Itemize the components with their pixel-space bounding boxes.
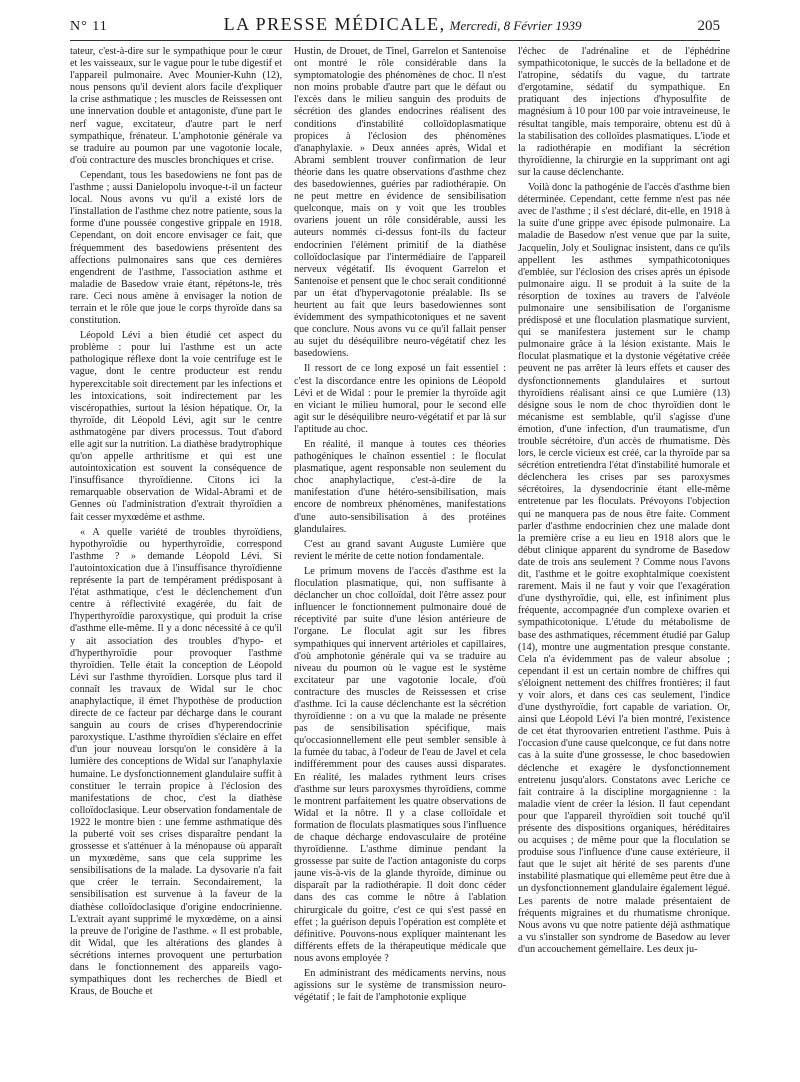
paragraph: En réalité, il manque à toutes ces théories pathogéniques le chaînon essentiel : le floculat plasmatique, agent responsable non seulement du choc anaphylactique, c'est-à-dire de la manifestation d'une hétéro-sensibilisation, mais encore de nombreux phénomènes, manifestations d'une auto-sensibilisation à des protéines glandulaires. [294, 439, 506, 535]
page-number: 205 [697, 18, 720, 34]
issue-date: Mercredi, 8 Février 1939 [449, 18, 582, 33]
paragraph: l'échec de l'adrénaline et de l'éphédrine sympathicotonique, le succès de la belladone et de l'atropine, sédatifs du vague, du tartrate d'ergotamine, sédatif du sympathique. En pratiquant des injections d'hyposulfite de magnésium à 10 pour 100 par voie intraveineuse, le résultat tangible, mais temporaire, obtenu est dû à la stabilisation des colloïdes plasmatiques. L'iode et la radiothérapie en modifiant la sécrétion thyroïdienne, la chirurgie en la supprimant ont agi sur la cause déclenchante. [518, 46, 730, 178]
paragraph: Il ressort de ce long exposé un fait essentiel : c'est la discordance entre les opinions de Léopold Lévi et de Widal : pour le premier la thyroïde agit en viciant le milieu humoral, pour le second elle agit sur le déséquilibre neuro-végétatif et par là sur l'aptitude au choc. [294, 363, 506, 435]
paragraph: Le primum movens de l'accès d'asthme est la floculation plasmatique, qui, non suffisante à déclancher un choc colloïdal, doit l'être assez pour influencer le fonctionnement pulmonaire doué de réceptivité par suite d'une lésion antérieure de l'organe. Le floculat agit sur les fibres sympathiques qui innervent artérioles et capillaires, d'où amphotonie générale qui va se traduire au niveau du poumon où le vague est le système excitateur par une vagotonie locale, d'où contracture des muscles de Reissessen et crise d'asthme. Ici la cause déclenchante est la sécrétion thyroïdienne : on a vu que la malade ne présente pas de sensibilisation spécifique, mais qu'occasionnellement elle peut sembler sensible à la fumée du tabac, à l'odeur de l'eau de Javel et cela indifféremment pour des causes aussi disparates. En réalité, les malades rythment leurs crises d'asthme sur leurs paroxysmes thyroïdiens, comme le montrent parfaitement les quatre observations de Widal et la nôtre. Il y a clase colloïdale et formation de floculats plasmatiques sous l'influence de chaque décharge endovasculaire de protéine thyroïdienne. L'asthme diminue pendant la grossesse par suite de l'action antagoniste du corps jaune vis-à-vis de la glande thyroïde, diminue ou disparaît par la radiothérapie. Il doit donc céder dans des cas comme le nôtre à l'ablation chirurgicale du goitre, c'est ce qui s'est passé en effet ; la guérison depuis l'opération est complète et définitive. Pouvons-nous expliquer maintenant les différents effets de la thérapeutique médicale que nous avons employée ? [294, 565, 506, 964]
paragraph: « A quelle variété de troubles thyroïdiens, hypothyroïdie ou hyperthyroïdie, correspond l'asthme ? » demande Léopold Lévi. Si l'autointoxication due à l'insuffisance thyroïdienne représente la part de tempérament prédisposant à l'état asthmatique, c'est le déclenchement d'un centre à réflectivité exagérée, du fait de l'hyperthyroïdie paroxystique, qui produit la crise d'asthme elle-même. Il y a donc nécessité à ce qu'il y ait association des troubles d'hypo- et d'hyperthyroïdie pour provoquer l'asthme thyroïdien. Telle était la conception de Léopold Lévi sur l'asthme thyroïdien. Lorsque plus tard il connaît les travaux de Widal sur le choc anaphylactique, il émet l'hypothèse de production directe de ce facteur par décharge dans le courant sanguin au cours de crises d'hyperendocrinie paroxystique. L'asthme thyroïdien s'éclaire en effet d'un jour nouveau lorsqu'on le considère à la lumière des conceptions de Widal sur l'anaphylaxie humaine. Le dysfonctionnement glandulaire suffit à constituer le terrain propice à l'éclosion des manifestations de choc, c'est la diathèse colloïdoclasique. Leur observation fondamentale de 1922 le montre bien : une femme asthmatique dès la puberté voit ses crises disparaître pendant la grossesse et s'atténuer à la ménopause où apparaît un myxœdème, sans que cela supprime les sensibilisations de la malade. La dysovarie n'a fait que créer le terrain. Secondairement, la sensibilisation est survenue à la faveur de la diathèse colloïdoclasique d'origine endocrinienne. L'extrait ayant supprimé le myxœdème, on a ainsi la preuve de l'origine de l'asthme. « Il est probable, dit Widal, que les altérations des glandes à sécrétions internes provoquent une perturbation dans le fonctionnement des appareils vago-sympathiques dont les recherches de Biedl et Kraus, de Bouche et [70, 526, 282, 998]
column-3 [518, 46, 730, 1072]
paragraph: C'est au grand savant Auguste Lumière que revient le mérite de cette notion fondamentale. [294, 538, 506, 562]
paragraph: Cependant, tous les basedowiens ne font pas de l'asthme ; aussi Danielopolu invoque-t-il un facteur local. Nous avons vu qu'il a existé lors de l'installation de l'asthme chez notre patiente, sous la forme d'une poussée congestive grippale en 1918. Cependant, on doit encore envisager ce fait, que fréquemment des basedowiens présentent des affections pulmonaires sans que ces dernières engendrent de l'asthme, l'association asthme et maladie de Basedow vraie étant, répétons-le, très rare. Ceci nous amène à envisager la notion de terrain et le rôle que joue le corps thyroïde dans sa constitution. [70, 169, 282, 327]
column-1 [70, 46, 282, 1072]
paragraph: En administrant des médicaments nervins, nous agissions sur le système de transmission neuro-végétatif ; le fait de l'amphotonie explique [294, 968, 506, 1004]
issue-number: N° 11 [70, 19, 108, 34]
masthead [224, 14, 582, 35]
article-columns [70, 46, 730, 1072]
column-2 [294, 46, 506, 1072]
paragraph: Voilà donc la pathogénie de l'accès d'asthme bien déterminée. Cependant, cette femme n'est pas née avec de l'asthme ; il s'est déclaré, dit-elle, en 1918 à la suite d'une grippe avec épisode pulmonaire. La maladie de Basedow n'est venue que par la suite, Jacquelin, Joly et Soulignac insistent, dans ce qu'ils appellent les asthmes sympathicotoniques d'emblée, sur l'éclosion des crises après un épisode pulmonaire aigu. Il se produit à la suite de la résorption de toxines au travers de l'alvéole pulmonaire une sensibilisation de l'organisme prédisposé et une floculation plasmatique survient, qui se manifestera justement sur le champ pulmonaire grâce à la lésion existante. Mais le floculat plasmatique et la dystonie végétative créée peuvent ne pas arrêter là leurs effets et causer des dysfonctionnements glandulaires et surtout thyroïdiens réalisant ainsi ce que Lumière (13) désigne sous le nom de choc thyroïdien dont le mécanisme est semblable, qu'il s'agisse d'une émotion, d'une infection, d'un traumatisme, d'un trouble sécrétoire, d'un accès de rhumatisme. Dès lors, le cercle vicieux est créé, car la thyroïde par sa sécrétion entretiendra l'état d'instabilité humorale et déclenchera les crises par ses paroxysmes sécrétoires, la dysendocrinie étant elle-même entretenue par les floculats. Prévoyons l'objection qui ne manquera pas de nous être faite. Comment parler d'asthme endocrinien chez une malade dont la première crise a eu lieu en 1918 alors que le début clinique apparent du syndrome de Basedow date de trois ans seulement ? Comme nous l'avons dit, l'asthme et le goitre exophtalmique coexistent rarement. Mais il ne faut y voir que l'exagération d'une dysthyroïdie, qui, elle, est infiniment plus fréquente, accompagnée d'un complexe ovarien et sympathicotonique. L'étude du métabolisme de base des asthmatiques, récemment étudié par Galup (14), montre une augmentation presque constante. Cela n'a évidemment pas de valeur absolue ; cependant il est un certain nombre de chiffres qui s'éloignent nettement des chiffres frontières; il faut y voir alors, et dans ces cas seulement, l'indice d'une dysthyroïdie, fort capable de variation. Or, ainsi que Léopold Lévi l'a bien montré, l'existence de cet état thyroovarien entretient l'asthme. Puis à l'occasion d'une cause quelconque, ce fut dans notre cas à la suite d'une grossesse, le choc basedowien déclenche et exagère le dysfonctionnement entretenu jusqu'alors. Constatons avec Leriche ce fait contraire à la discipline morgagnienne : la maladie vient de créer la lésion. Il faut cependant pour que l'appareil thyroïdien soit touché qu'il présente des dispositions organiques, héréditaires ou acquises ; de même pour que la floculation se produise sous l'influence d'une cause extérieure, il faut que le sujet ait hérité de ses parents d'une instabilité plasmatique qui ellemême peut être due à un dysfonctionnement glandulaire également légué. Les parents de notre malade présentaient de fréquents migraines et du rhumatisme chronique. Nous avons vu que notre patiente déjà asthmatique a vu s'installer son syndrome de Basedow au lever d'un accouchement gémellaire. Les deux ju- [518, 182, 730, 955]
journal-title: LA PRESSE MÉDICALE, [223, 14, 446, 34]
page-header [70, 14, 720, 41]
paragraph: tateur, c'est-à-dire sur le sympathique pour le cœur et les vaisseaux, sur le vague pour le tube digestif et l'appareil pulmonaire. Avec Mounier-Kuhn (12), nous pensons qu'il devient alors facile d'expliquer la crise asthmatique ; les muscles de Reissessen ont une innervation double et antagoniste, d'une part le nerf vague, excitateur, d'autre part le nerf sympathique, frénateur. L'amphotonie générale va se traduire au poumon par une vagotonie locale, d'où contracture des muscles bronchiques et crise. [70, 46, 282, 166]
paragraph: Hustin, de Drouet, de Tinel, Garrelon et Santenoise ont montré le rôle considérable dans la symptomatologie des phénomènes de choc. Il n'est non moins probable d'autre part que le défaut ou l'excès dans le milieu sanguin des produits de sécrétion des glandes endocrines réalisent des conditions d'instabilité colloïdoplasmatique propices à l'éclosion des phénomènes d'anaphylaxie. » Deux années après, Widal et Abrami semblent trouver confirmation de leur théorie dans les quatre observations d'asthme chez des basedowiennes, guéries par radiothérapie. On ne peut mettre en évidence de sensibilisation quelconque, mais on y voit que les troubles ovariens jouent un rôle considérable, aussi les auteurs nommés ci-dessus font-ils du facteur endocrinien l'élément primitif de la diathèse colloïdoclasique par l'intermédiaire de l'appareil nerveux végétatif. Ils évoquent Garrelon et Santenoise et pensent que le choc serait conditionné par un état d'hypervagotonie préalable. Ils se heurtent au fait que leurs basedowiennes sont évidemment des sympathicotoniques et ne savent que conclure. Nous avons vu ce qu'il fallait penser au sujet du déséquilibre neuro-végétatif chez les basedowiens. [294, 46, 506, 360]
paragraph: Léopold Lévi a bien étudié cet aspect du problème : pour lui l'asthme est un acte pathologique réflexe dont la voie centrifuge est le vague, dont le centre producteur est rendu hyperexcitable soit directement par les infections et les intoxications, soit indirectement par les viscéropathies, surtout la lésion hépatique. Or, la thyroïde, dit Léopold Lévi, agit sur le centre asthmatogène par divers processus. Tout d'abord elle agit sur la nutrition. La diathèse bradytrophique qu'on appelle arthritisme et qui est une autointoxication est souvent la conséquence de l'insuffisance thyroïdienne. Citons ici la remarquable observation de Widal-Abrami et de Gennes où l'administration d'extrait thyroïdien a fait cesser myxœdème et asthme. [70, 330, 282, 523]
